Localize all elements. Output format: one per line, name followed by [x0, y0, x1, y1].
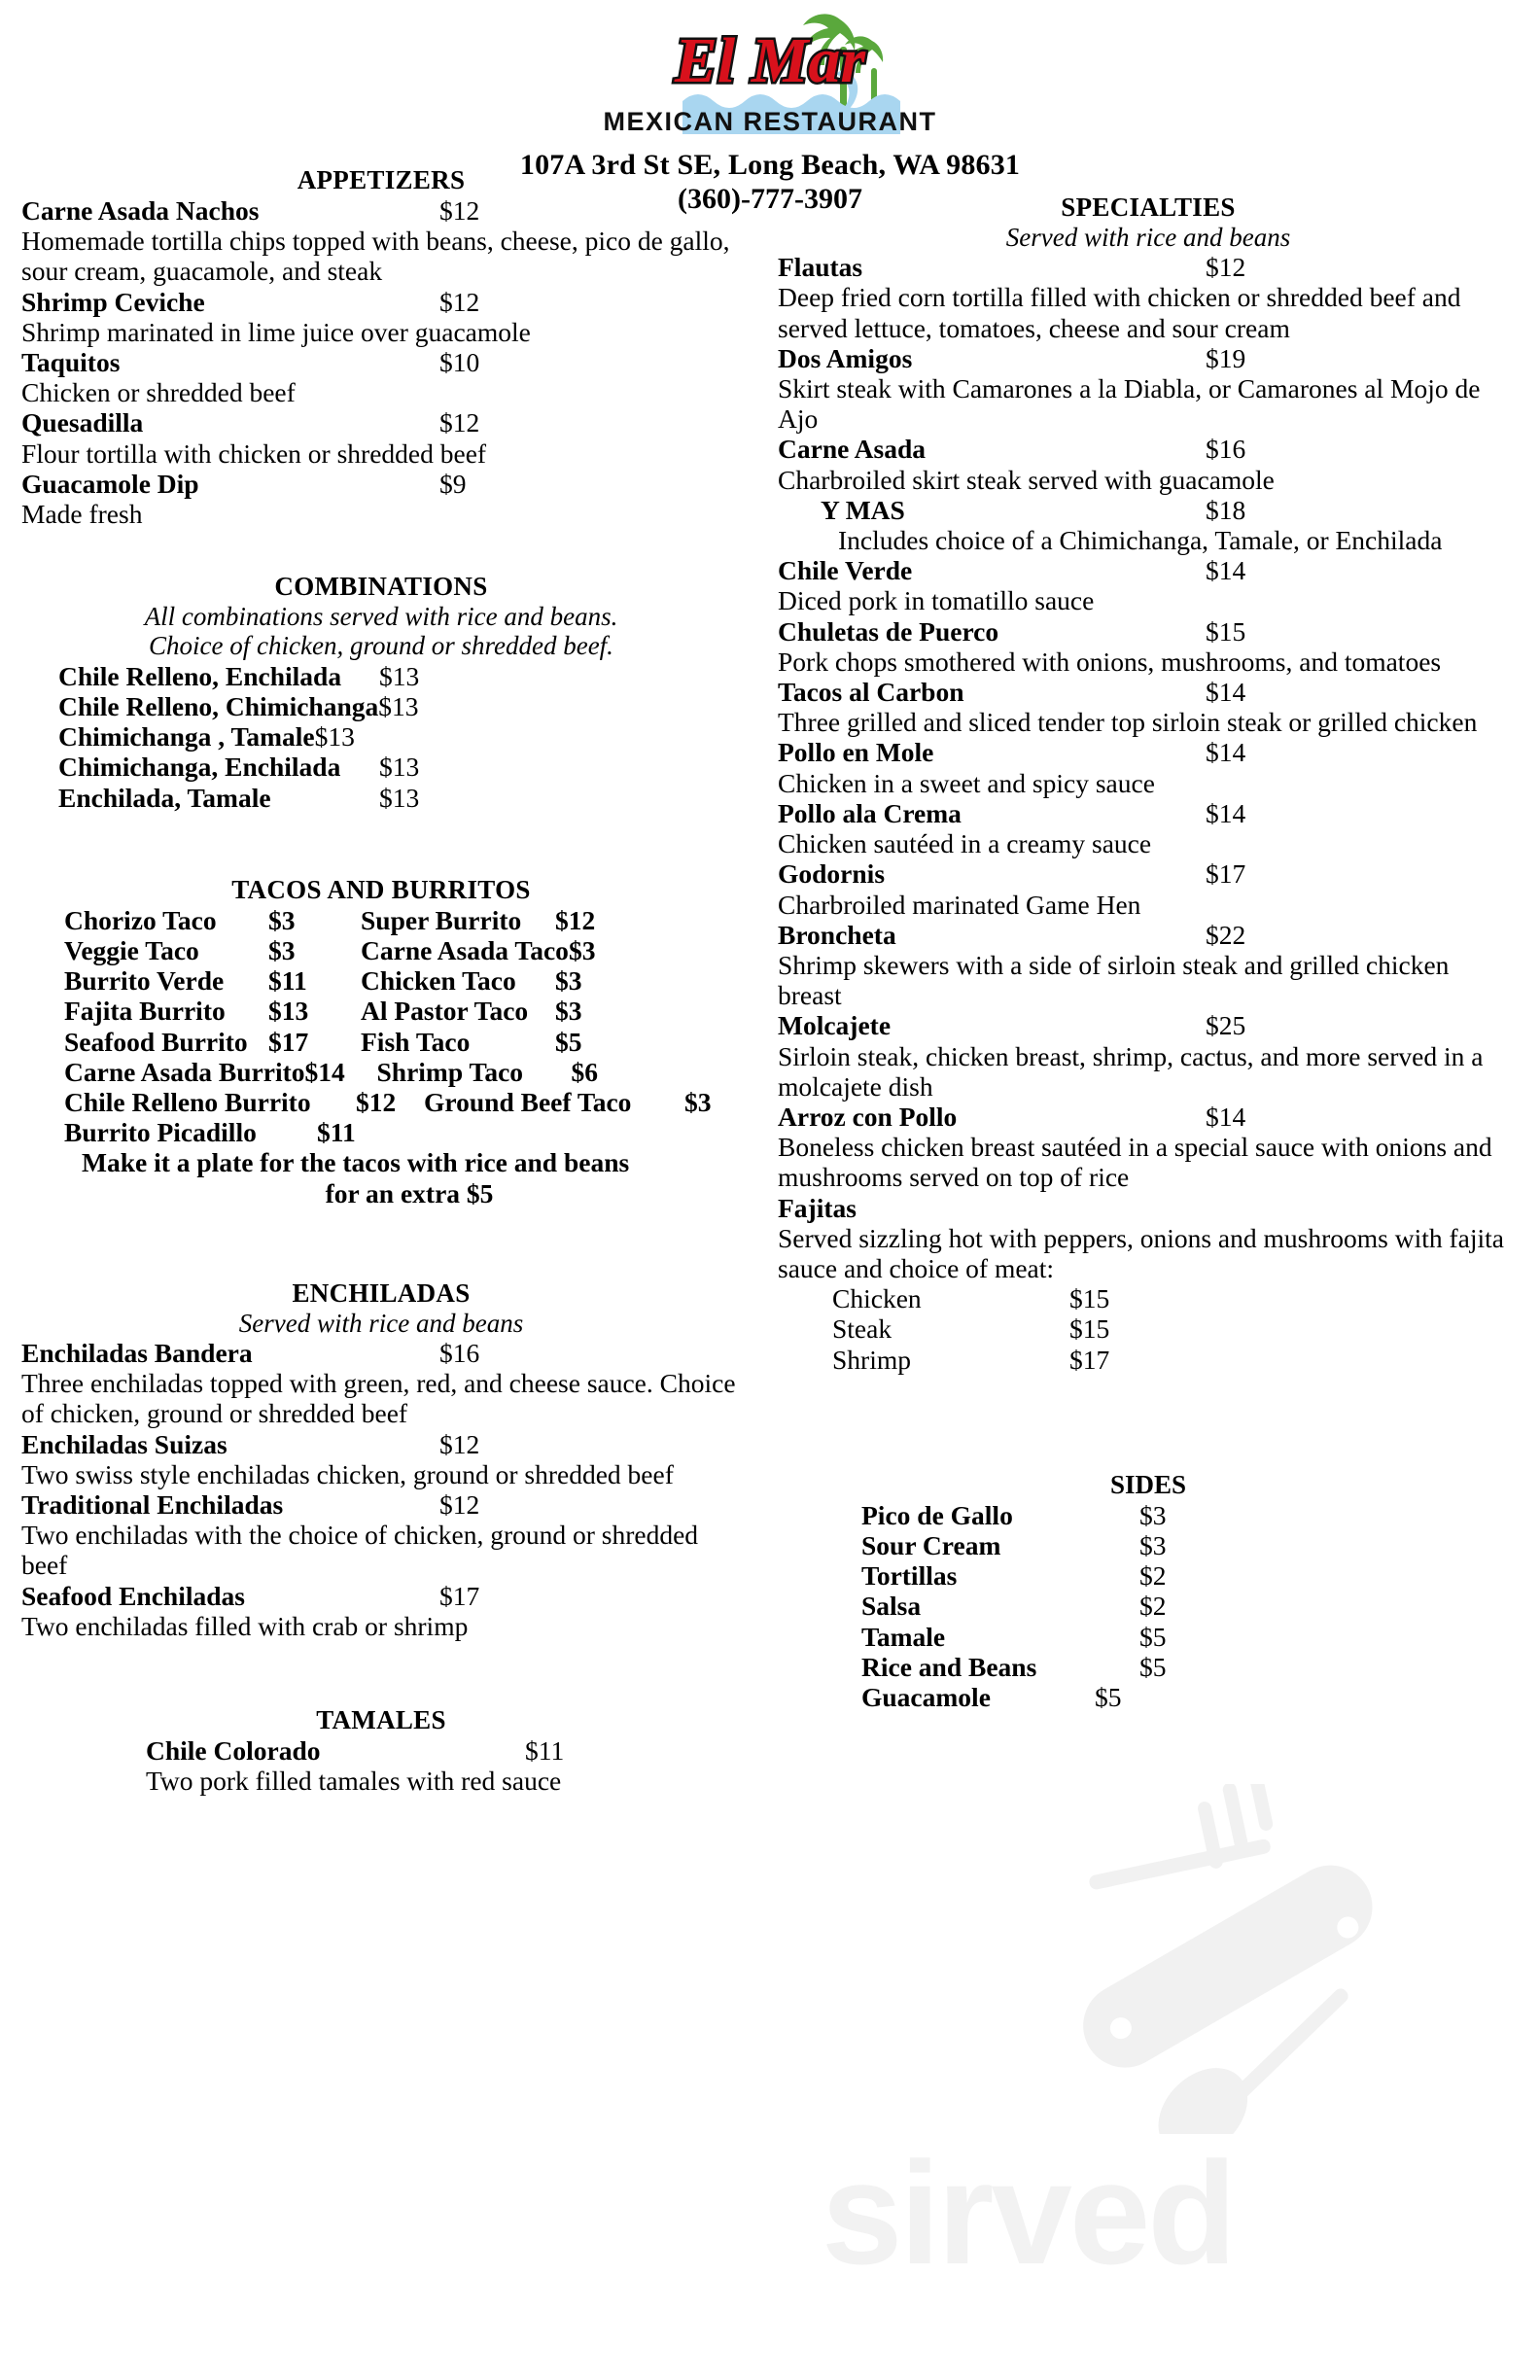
menu-item — [778, 343, 1519, 373]
item-price: $14 — [1206, 737, 1246, 768]
item-name: Shrimp — [832, 1344, 911, 1375]
taco-row — [64, 935, 741, 965]
item-name: Shrimp Ceviche — [21, 286, 205, 317]
item-price: $15 — [1206, 615, 1246, 647]
tacos-note: Make it a plate for the tacos with rice and beans — [82, 1147, 630, 1178]
item-price: $18 — [1206, 494, 1246, 525]
item-name: Chile Colorado — [146, 1735, 321, 1767]
item-description: Shrimp marinated in lime juice over guacamole — [21, 316, 531, 347]
item-description: Sirloin steak, chicken breast, shrimp, cactus, and more served in a molcajete dish — [778, 1040, 1484, 1102]
menu-item — [778, 1283, 1519, 1313]
item-name: Chile Relleno Burrito — [64, 1086, 311, 1117]
item-price: $25 — [1206, 1010, 1246, 1041]
item-price: $13 — [379, 660, 420, 691]
item-price: $12 — [439, 286, 480, 317]
item-price: $13 — [379, 782, 420, 813]
menu-item — [778, 1193, 1519, 1223]
item-description: Served sizzling hot with peppers, onions and mushrooms with fajita sauce and choice of meat: — [778, 1222, 1504, 1283]
item-description: Charbroiled skirt steak served with guacamole — [778, 464, 1275, 495]
restaurant-logo — [576, 0, 964, 146]
item-name: Dos Amigos — [778, 342, 913, 373]
item-name: Molcajete — [778, 1010, 892, 1041]
item-description: Pork chops smothered with onions, mushrooms, and tomatoes — [778, 646, 1442, 677]
item-name: Carne Asada Taco — [361, 934, 569, 965]
item-description: Homemade tortilla chips topped with beans, cheese, pico de gallo, sour cream, guacamole, and steak — [21, 226, 730, 287]
menu-item — [21, 752, 741, 782]
item-name: Enchilada, Tamale — [58, 782, 271, 813]
item-price: $9 — [439, 468, 467, 499]
item-price: $14 — [1206, 677, 1246, 708]
item-description: Diced pork in tomatillo sauce — [778, 585, 1095, 616]
item-description: Chicken or shredded beef — [21, 377, 296, 408]
item-name: Chile Verde — [778, 555, 913, 586]
item-name: Shrimp Taco — [376, 1056, 524, 1087]
item-name: Chile Relleno, Chimichanga — [58, 690, 379, 721]
item-name: Burrito Verde — [64, 965, 225, 997]
item-price: $15 — [1069, 1313, 1110, 1345]
section-subtitle: Choice of chicken, ground or shredded beef. — [149, 631, 613, 661]
restaurant-address: 107A 3rd St SE, Long Beach, WA 98631 — [519, 149, 1021, 181]
item-name: Steak — [832, 1313, 892, 1345]
item-name: Ground Beef Taco — [424, 1086, 632, 1117]
item-name: Broncheta — [778, 919, 896, 950]
item-price: $3 — [555, 965, 582, 997]
item-name: Pollo ala Crema — [778, 797, 962, 828]
item-name: Flautas — [778, 252, 863, 283]
item-price: $2 — [1139, 1591, 1167, 1622]
menu-item — [778, 1560, 1519, 1591]
item-price: $13 — [378, 690, 419, 721]
menu-item — [778, 1622, 1519, 1652]
item-name: Tacos al Carbon — [778, 677, 964, 708]
item-name: Taquitos — [21, 347, 121, 378]
item-description: Chicken in a sweet and spicy sauce — [778, 767, 1155, 798]
item-price: $15 — [1069, 1283, 1110, 1314]
item-description: Two pork filled tamales with red sauce — [146, 1766, 562, 1797]
item-name: Veggie Taco — [64, 934, 199, 965]
menu-item — [778, 1652, 1519, 1682]
menu-item — [778, 252, 1519, 282]
item-price: $3 — [1139, 1529, 1167, 1560]
menu-item — [778, 737, 1519, 767]
item-name: Traditional Enchiladas — [21, 1489, 284, 1520]
menu-item — [21, 1429, 741, 1459]
right-column — [778, 192, 1519, 1712]
menu-item — [21, 1581, 741, 1611]
item-description: Flour tortilla with chicken or shredded beef — [21, 438, 487, 469]
item-name: Y MAS — [821, 494, 905, 525]
menu-item — [778, 1102, 1519, 1132]
fork-knife-spoon-icon — [1026, 1784, 1444, 2134]
item-name: Seafood Enchiladas — [21, 1580, 245, 1611]
item-name: Enchiladas Bandera — [21, 1337, 253, 1368]
item-price: $12 — [439, 1489, 480, 1520]
item-name: Godornis — [778, 858, 886, 890]
item-name: Pico de Gallo — [861, 1499, 1013, 1530]
item-name: Seafood Burrito — [64, 1026, 248, 1057]
menu-item — [778, 1313, 1519, 1344]
item-price: $14 — [1206, 555, 1246, 586]
menu-item — [21, 691, 741, 721]
section-subtitle: Served with rice and beans — [1005, 223, 1291, 252]
item-description: Three enchiladas topped with green, red, and cheese sauce. Choice of chicken, ground or shredded beef — [21, 1368, 736, 1429]
section-specialties — [778, 192, 1519, 1375]
item-price: $12 — [439, 1428, 480, 1459]
section-title: TACOS AND BURRITOS — [231, 874, 531, 904]
item-price: $11 — [317, 1117, 356, 1148]
item-price: $3 — [1139, 1499, 1167, 1530]
section-title: COMBINATIONS — [274, 572, 488, 602]
restaurant-phone: (360)-777-3907 — [678, 183, 862, 216]
item-name: Burrito Picadillo — [64, 1117, 257, 1148]
item-name: Chimichanga, Enchilada — [58, 752, 341, 783]
menu-item — [21, 721, 741, 752]
sirved-watermark: sirved — [822, 2131, 1234, 2294]
menu-item — [21, 469, 741, 499]
item-description: Made fresh — [21, 499, 143, 530]
menu-item — [21, 661, 741, 691]
item-price: $5 — [555, 1026, 582, 1057]
item-name: Super Burrito — [361, 904, 522, 935]
item-description: Three grilled and sliced tender top sirloin steak or grilled chicken — [778, 707, 1478, 738]
item-name: Chile Relleno, Enchilada — [58, 660, 342, 691]
menu-item — [21, 195, 741, 226]
item-name: Pollo en Mole — [778, 737, 934, 768]
taco-row — [64, 1087, 741, 1117]
item-price: $12 — [1206, 252, 1246, 283]
menu-item — [778, 1591, 1519, 1621]
section-tamales — [21, 1705, 741, 1796]
item-price: $3 — [555, 996, 582, 1027]
taco-row — [64, 1117, 741, 1147]
item-description: Includes choice of a Chimichanga, Tamale, or Enchilada — [838, 525, 1443, 556]
item-name: Fish Taco — [361, 1026, 471, 1057]
item-name: Quesadilla — [21, 407, 144, 438]
section-subtitle: Served with rice and beans — [238, 1308, 524, 1338]
item-name: Carne Asada — [778, 434, 927, 465]
item-name: Rice and Beans — [861, 1651, 1037, 1682]
item-price: $5 — [1139, 1621, 1167, 1652]
section-subtitle: All combinations served with rice and beans. — [144, 602, 618, 632]
item-description: Two swiss style enchiladas chicken, ground or shredded beef — [21, 1458, 674, 1489]
svg-text:MEXICAN RESTAURANT: MEXICAN RESTAURANT — [603, 107, 937, 136]
item-price: $5 — [1095, 1681, 1122, 1712]
taco-row — [64, 1057, 741, 1087]
menu-item — [778, 798, 1519, 828]
item-price: $3 — [568, 934, 596, 965]
item-name: Chimichanga , Tamale — [58, 721, 315, 752]
section-title: APPETIZERS — [297, 165, 466, 194]
item-description: Chicken sautéed in a creamy sauce — [778, 828, 1152, 859]
item-price: $3 — [268, 904, 296, 935]
section-sides — [778, 1470, 1519, 1712]
menu-item — [21, 783, 741, 813]
menu-item — [778, 858, 1519, 889]
item-name: Guacamole — [861, 1681, 991, 1712]
item-description: Skirt steak with Camarones a la Diabla, or Camarones al Mojo de Ajo — [778, 373, 1481, 435]
item-price: $6 — [571, 1056, 598, 1087]
menu-item — [778, 677, 1519, 707]
item-price: $3 — [268, 934, 296, 965]
item-name: Tamale — [861, 1621, 946, 1652]
item-name: Chorizo Taco — [64, 904, 217, 935]
item-price: $19 — [1206, 342, 1246, 373]
section-title: SPECIALTIES — [1061, 192, 1236, 222]
item-price: $16 — [439, 1337, 480, 1368]
left-column — [21, 165, 741, 1796]
menu-item — [778, 434, 1519, 464]
menu-item — [21, 287, 741, 317]
item-price: $22 — [1206, 919, 1246, 950]
item-price: $12 — [439, 407, 480, 438]
taco-row — [64, 905, 741, 935]
section-enchiladas — [21, 1278, 741, 1641]
item-name: Chicken — [832, 1283, 922, 1314]
taco-row — [64, 1027, 741, 1057]
item-price: $10 — [439, 347, 480, 378]
item-price: $14 — [1206, 1101, 1246, 1132]
section-combinations — [21, 572, 741, 812]
item-price: $13 — [314, 721, 355, 752]
item-name: Al Pastor Taco — [361, 996, 529, 1027]
section-appetizers — [21, 165, 741, 529]
item-price: $14 — [304, 1056, 345, 1087]
item-price: $17 — [1206, 858, 1246, 890]
menu-item — [778, 555, 1519, 585]
item-price: $2 — [1139, 1560, 1167, 1592]
item-description: Shrimp skewers with a side of sirloin steak and grilled chicken breast — [778, 949, 1450, 1011]
item-price: $5 — [1139, 1651, 1167, 1682]
item-name: Enchiladas Suizas — [21, 1428, 228, 1459]
tacos-note: for an extra $5 — [325, 1177, 494, 1208]
menu-item — [778, 1530, 1519, 1560]
item-price: $17 — [1069, 1344, 1110, 1375]
item-price: $11 — [268, 965, 307, 997]
item-price: $3 — [684, 1086, 712, 1117]
item-name: Fajitas — [778, 1192, 857, 1223]
item-description: Boneless chicken breast sautéed in a special sauce with onions and mushrooms served on top of rice — [778, 1132, 1492, 1193]
item-price: $11 — [525, 1735, 565, 1767]
item-price: $13 — [268, 996, 309, 1027]
item-price: $14 — [1206, 797, 1246, 828]
item-price: $16 — [1206, 434, 1246, 465]
menu-item — [778, 1010, 1519, 1040]
section-tacos-and-burritos — [21, 875, 741, 1208]
item-name: Guacamole Dip — [21, 468, 199, 499]
section-title: TAMALES — [316, 1705, 446, 1735]
menu-item — [778, 495, 1519, 525]
section-title: ENCHILADAS — [292, 1278, 471, 1308]
item-name: Tortillas — [861, 1560, 958, 1592]
taco-row — [64, 965, 741, 996]
tacos-grid — [21, 905, 741, 1148]
menu-item — [778, 1345, 1519, 1375]
menu-item — [778, 1500, 1519, 1530]
item-price: $12 — [555, 904, 596, 935]
item-description: Deep fried corn tortilla filled with chicken or shredded beef and served lettuce, tomatoes, cheese and sour cream — [778, 282, 1461, 343]
item-name: Arroz con Pollo — [778, 1101, 958, 1132]
menu-item — [778, 920, 1519, 950]
menu-item — [778, 616, 1519, 647]
item-name: Salsa — [861, 1591, 922, 1622]
svg-text:El Mar: El Mar — [674, 25, 866, 96]
item-price: $12 — [356, 1086, 397, 1117]
taco-row — [64, 996, 741, 1026]
menu-item — [21, 1735, 741, 1766]
item-name: Fajita Burrito — [64, 996, 226, 1027]
menu-item — [21, 1489, 741, 1520]
item-description: Two enchiladas with the choice of chicken, ground or shredded beef — [21, 1520, 699, 1581]
item-name: Sour Cream — [861, 1529, 1001, 1560]
menu-item — [778, 1682, 1519, 1712]
item-price: $12 — [439, 195, 480, 226]
item-price: $13 — [379, 752, 420, 783]
item-name: Chuletas de Puerco — [778, 615, 999, 647]
item-price: $17 — [439, 1580, 480, 1611]
menu-item — [21, 407, 741, 438]
item-name: Chicken Taco — [361, 965, 516, 997]
item-price: $17 — [268, 1026, 309, 1057]
menu-item — [21, 347, 741, 377]
item-name: Carne Asada Burrito — [64, 1056, 305, 1087]
item-name: Carne Asada Nachos — [21, 195, 260, 226]
menu-item — [21, 1338, 741, 1368]
item-description: Charbroiled marinated Game Hen — [778, 889, 1141, 920]
section-title: SIDES — [1109, 1469, 1187, 1499]
item-description: Two enchiladas filled with crab or shrimp — [21, 1610, 469, 1641]
